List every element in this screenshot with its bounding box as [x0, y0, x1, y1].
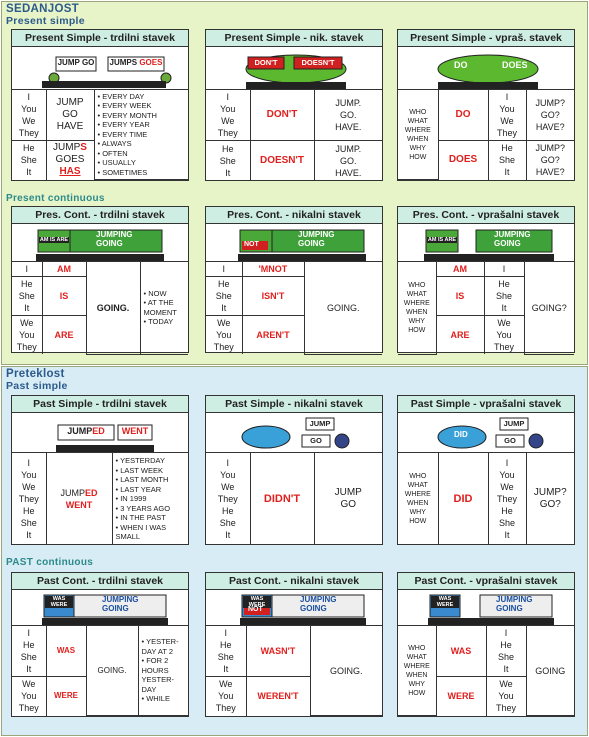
pronouns-plural: We You They	[206, 316, 242, 355]
sign-jumping: JUMPING	[298, 230, 335, 239]
truck-icon	[12, 590, 188, 626]
pronoun-i: I	[484, 262, 524, 277]
pronouns-singular: He She It	[488, 141, 526, 180]
conjugation-table	[12, 453, 188, 545]
time-adverbs-list: • YESTERDAY • LAST WEEK • LAST MONTH • LAST YEAR • IN 1999 • 3 YEARS AGO • IN THE PAST • WHEN I WAS SMALL	[112, 453, 188, 545]
sign-jumps: JUMPS	[109, 58, 138, 67]
card-title: Pres. Cont. - vprašalni stavek	[398, 207, 574, 224]
aux-dont: DON'T	[250, 90, 314, 141]
conjugation-table	[206, 90, 382, 180]
verb-going: GOING.	[86, 626, 138, 716]
verb-base: JUMP GO	[314, 453, 382, 545]
aux-does: DOES	[438, 141, 488, 180]
pronouns-plural: I You We They	[488, 90, 526, 141]
aux-mnot: 'MNOT	[242, 262, 304, 277]
submarine-illustration	[206, 413, 382, 453]
aux-doesnt: DOESN'T	[250, 141, 314, 181]
pronouns-plural: We You They	[486, 677, 526, 716]
pronouns-plural: We You They	[12, 677, 46, 716]
sign-does: DOES	[502, 60, 528, 70]
pronouns: I You We They He She It	[206, 453, 250, 545]
question-words: WHO WHAT WHERE WHEN WHY HOW	[398, 453, 438, 545]
sign-was-were: WAS WERE	[243, 596, 271, 608]
sign-was-were: WAS WERE	[431, 596, 459, 608]
verb-base: JUMP. GO. HAVE.	[314, 141, 382, 181]
aux-werent: WEREN'T	[246, 677, 310, 716]
time-adverbs-list: • EVERY DAY • EVERY WEEK • EVERY MONTH • EVERY YEAR • EVERY TIME • ALWAYS • OFTEN • USUALLY • SOMETIMES	[94, 90, 188, 180]
past-simple-heading: Past simple	[6, 380, 68, 392]
pronouns-singular: I He She It	[12, 626, 46, 677]
sign-doesnt: DOESN'T	[301, 58, 335, 67]
conjugation-table	[12, 262, 188, 355]
sign-going: GOING	[102, 604, 129, 613]
pronoun-i: I	[12, 262, 42, 277]
sign-dont: DON'T	[254, 58, 278, 67]
conjugation-table	[398, 453, 574, 545]
pronouns: I You We They He She It	[12, 453, 46, 545]
present-simple-negative-card	[205, 29, 383, 181]
verb-base: JUMP? GO? HAVE?	[526, 90, 574, 141]
aux-are: ARE	[436, 316, 484, 355]
pronouns-singular: He She It	[484, 277, 524, 316]
sign-going: GOING	[298, 239, 325, 248]
past-continuous-negative-card	[205, 572, 383, 717]
verb-going: GOING	[526, 626, 574, 716]
time-adverbs-list: • NOW • AT THE MOMENT • TODAY	[140, 262, 188, 354]
truck-illustration	[12, 590, 188, 626]
truck-icon	[398, 224, 574, 262]
sign-going: GOING	[496, 604, 523, 613]
time-adverbs-list: • YESTER-DAY AT 2 • FOR 2 HOURS YESTER-DAY • WHILE	[138, 626, 188, 716]
truck-illustration	[398, 590, 574, 626]
aux-was: WAS	[436, 626, 486, 677]
pronouns-singular: I He She It	[486, 626, 526, 677]
aux-was: WAS	[46, 626, 86, 677]
past-simple-negative-card	[205, 395, 383, 545]
aux-were: WERE	[436, 677, 486, 716]
jump-go-illustration	[12, 47, 188, 90]
card-title: Pres. Cont. - trdilni stavek	[12, 207, 188, 224]
sign-going: GOING	[494, 239, 521, 248]
present-simple-affirmative-card	[11, 29, 189, 181]
pronouns-plural: We You They	[484, 316, 524, 355]
present-section-title: SEDANJOST	[6, 3, 79, 15]
aux-am: AM	[42, 262, 86, 277]
pronouns-plural: I You We They	[206, 90, 250, 141]
sign-was-were: WAS WERE	[45, 596, 73, 608]
card-title: Present Simple - nik. stavek	[206, 30, 382, 47]
aux-is: IS	[436, 277, 484, 316]
sign-went: WENT	[121, 426, 149, 436]
present-continuous-negative-card	[205, 206, 383, 353]
conjugation-table	[206, 453, 382, 545]
verb-going: GOING.	[304, 262, 382, 354]
sign-jumping: JUMPING	[494, 230, 531, 239]
truck-illustration	[12, 224, 188, 262]
verb-past: JUMPED WENT	[46, 453, 112, 545]
submarine-illustration	[398, 413, 574, 453]
sign-not: NOT	[244, 241, 259, 248]
verb-base: JUMP. GO. HAVE.	[314, 90, 382, 141]
aux-is: IS	[42, 277, 86, 316]
verb-base: JUMP? GO?	[526, 453, 574, 545]
conjugation-table	[398, 626, 574, 716]
pronouns-singular: I He She It	[206, 626, 246, 677]
do-does-illustration	[398, 47, 574, 90]
past-continuous-affirmative-card	[11, 572, 189, 717]
pronouns-singular: He She It	[12, 141, 46, 180]
past-section-title: Preteklost	[6, 368, 65, 380]
sign-jumping: JUMPING	[300, 595, 337, 604]
past-simple-question-card	[397, 395, 575, 545]
card-title: Past Simple - trdilni stavek	[12, 396, 188, 413]
verb-third-person: JUMPS GOES HAS	[46, 141, 94, 180]
present-continuous-heading: Present continuous	[6, 193, 105, 204]
aux-did: DID	[438, 453, 488, 545]
sign-jump: JUMP	[503, 419, 525, 428]
aux-wasnt: WASN'T	[246, 626, 310, 677]
conjugation-table	[12, 626, 188, 716]
sign-goes: GOES	[139, 58, 163, 67]
card-title: Present Simple - vpraš. stavek	[398, 30, 574, 47]
sign-not: NOT	[248, 606, 263, 613]
verb-base: JUMP? GO? HAVE?	[526, 141, 574, 180]
conjugation-table	[206, 626, 382, 716]
submarine-icon	[398, 413, 574, 453]
card-title: Pres. Cont. - nikalni stavek	[206, 207, 382, 224]
sign-am-is-are: AM IS ARE	[427, 237, 457, 243]
pronouns-plural: I You We They	[12, 90, 46, 141]
question-words: WHO WHAT WHERE WHEN WHY HOW	[398, 262, 436, 354]
jumped-went-illustration	[12, 413, 188, 453]
verb-going: GOING?	[524, 262, 574, 354]
present-simple-heading: Present simple	[6, 15, 85, 27]
pronoun-i: I	[206, 262, 242, 277]
aux-arent: AREN'T	[242, 316, 304, 355]
conjugation-table	[398, 90, 574, 180]
card-title: Past Cont. - vprašalni stavek	[398, 573, 574, 590]
conjugation-table	[206, 262, 382, 355]
sign-jumping: JUMPING	[496, 595, 533, 604]
aux-didnt: DIDN'T	[250, 453, 314, 545]
sign-going: GOING	[96, 239, 123, 248]
frog-icon	[206, 47, 382, 90]
truck-icon	[206, 224, 382, 262]
conjugation-table	[398, 262, 574, 355]
card-title: Past Simple - vprašalni stavek	[398, 396, 574, 413]
sign-go: GO	[81, 58, 95, 67]
pronouns-plural: We You They	[12, 316, 42, 355]
aux-are: ARE	[42, 316, 86, 355]
sign-am-is-are: AM IS ARE	[39, 237, 69, 243]
sign-jumping: JUMPING	[96, 230, 133, 239]
conjugation-table	[12, 90, 188, 180]
present-simple-question-card	[397, 29, 575, 181]
aux-were: WERE	[46, 677, 86, 716]
present-continuous-affirmative-card	[11, 206, 189, 353]
present-continuous-question-card	[397, 206, 575, 353]
sign-go: GO	[504, 436, 516, 445]
truck-illustration	[398, 224, 574, 262]
truck-illustration	[206, 224, 382, 262]
card-title: Past Simple - nikalni stavek	[206, 396, 382, 413]
aux-do: DO	[438, 90, 488, 141]
sign-do: DO	[454, 60, 468, 70]
past-continuous-heading: PAST continuous	[6, 557, 94, 568]
verb-going: GOING.	[310, 626, 382, 716]
truck-illustration	[206, 590, 382, 626]
pronouns-singular: He She It	[12, 277, 42, 316]
card-title: Past Cont. - nikalni stavek	[206, 573, 382, 590]
sign-did: DID	[454, 430, 468, 439]
frog-sign-icon	[12, 47, 188, 90]
dont-doesnt-illustration	[206, 47, 382, 90]
verb-going: GOING.	[86, 262, 140, 354]
pronouns: I You We They He She It	[488, 453, 526, 545]
sign-jumping: JUMPING	[102, 595, 139, 604]
card-title: Present Simple - trdilni stavek	[12, 30, 188, 47]
pronouns-plural: We You They	[206, 677, 246, 716]
submarine-icon	[206, 413, 382, 453]
pronouns-singular: He She It	[206, 277, 242, 316]
truck-icon	[206, 590, 382, 626]
card-title: Past Cont. - trdilni stavek	[12, 573, 188, 590]
truck-icon	[398, 590, 574, 626]
question-words: WHO WHAT WHERE WHEN WHY HOW	[398, 90, 438, 180]
verb-base: JUMP GO HAVE	[46, 90, 94, 141]
aux-isnt: ISN'T	[242, 277, 304, 316]
sign-going: GOING	[300, 604, 327, 613]
sign-jump: JUMP	[57, 58, 80, 67]
pronouns-singular: He She It	[206, 141, 250, 181]
past-continuous-question-card	[397, 572, 575, 717]
question-words: WHO WHAT WHERE WHEN WHY HOW	[398, 626, 436, 716]
sign-go: GO	[310, 436, 322, 445]
frog-icon	[398, 47, 574, 90]
sign-jump: JUMP	[309, 419, 331, 428]
sign-jumped: JUMPED	[67, 426, 105, 436]
past-simple-affirmative-card	[11, 395, 189, 545]
aux-am: AM	[436, 262, 484, 277]
